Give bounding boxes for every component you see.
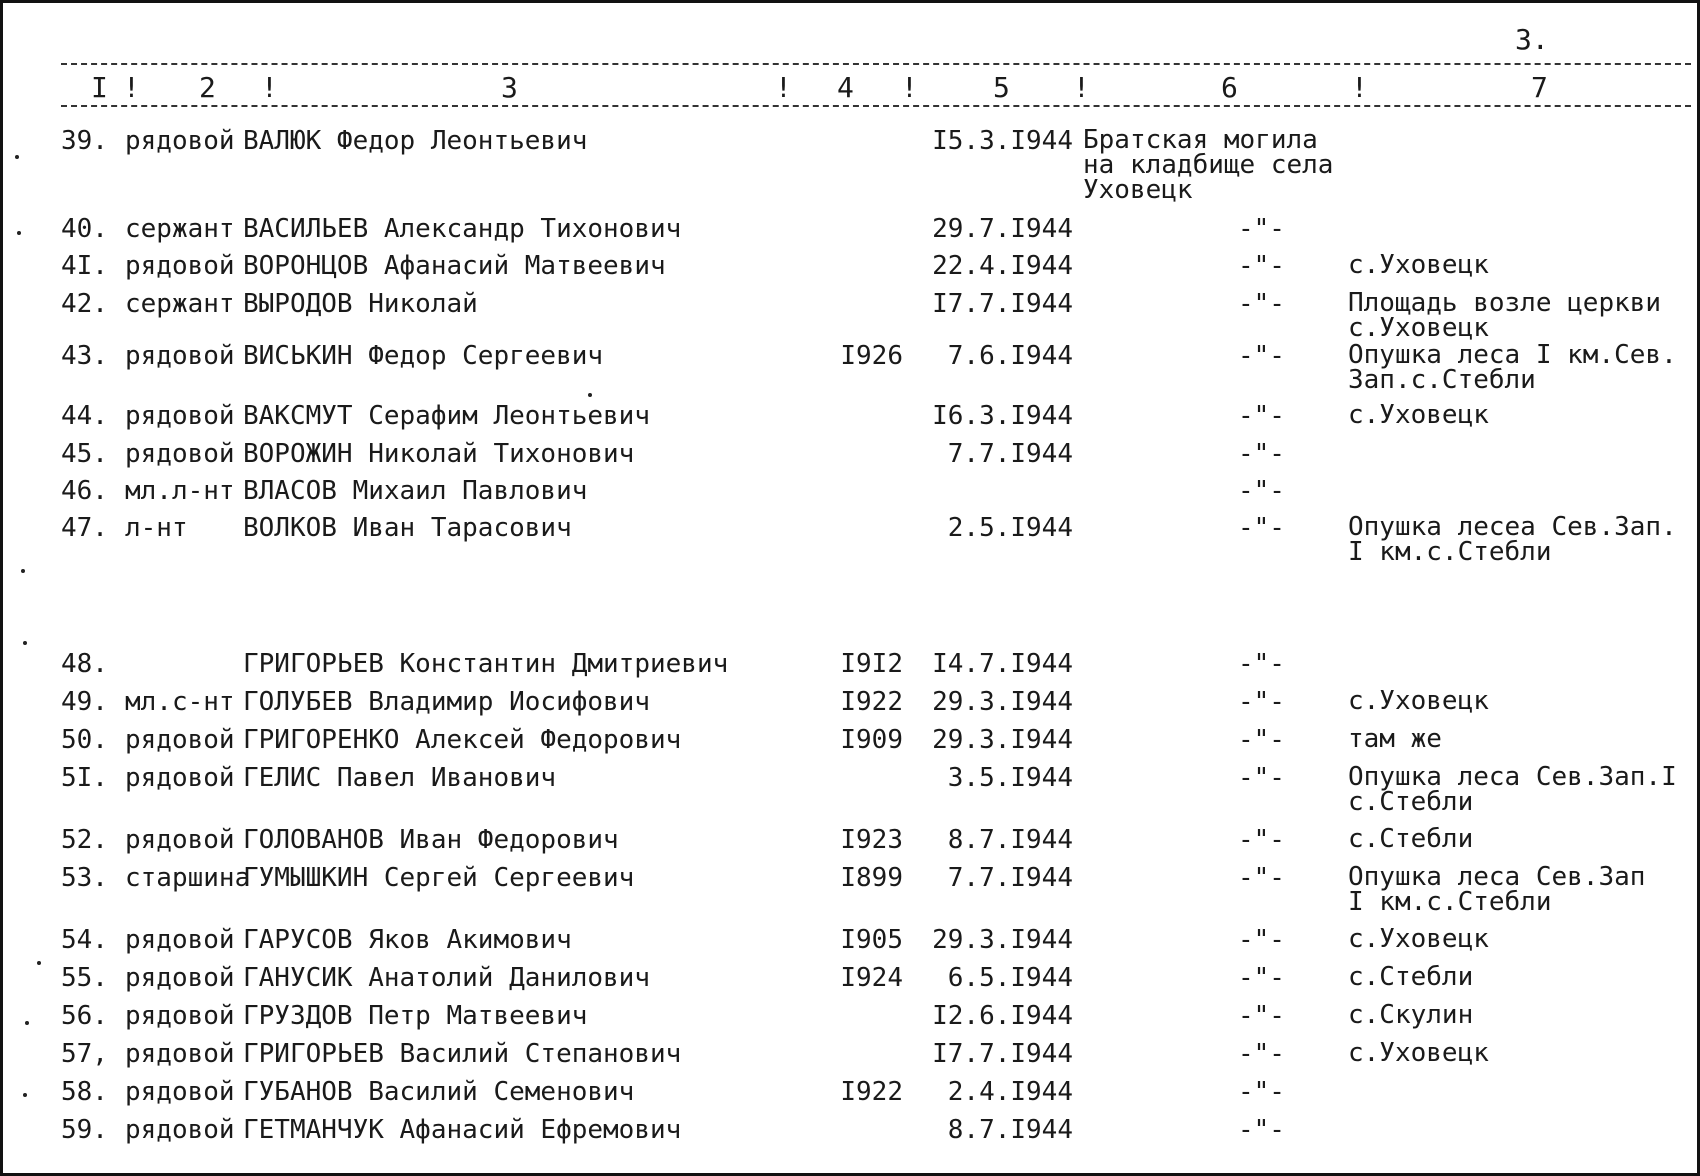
row-number: 55. bbox=[61, 963, 108, 993]
ditto-mark: -"- bbox=[1238, 439, 1285, 469]
ink-speck bbox=[17, 231, 21, 235]
soldier-name: ВИСЬКИН Федор Сергеевич bbox=[243, 341, 604, 371]
soldier-name: ГУБАНОВ Василий Семенович bbox=[243, 1077, 635, 1107]
grave-location: Опушка леса Сев.Зап.I с.Стебли bbox=[1348, 762, 1677, 817]
row-number: 49. bbox=[61, 687, 108, 717]
row-number: 54. bbox=[61, 925, 108, 955]
ditto-mark: -"- bbox=[1238, 1039, 1285, 1069]
soldier-name: ГАРУСОВ Яков Акимович bbox=[243, 925, 572, 955]
ditto-mark: -"- bbox=[1238, 687, 1285, 717]
ditto-mark: -"- bbox=[1238, 725, 1285, 755]
row-number: 52. bbox=[61, 825, 108, 855]
death-date: 29.3.I944 bbox=[932, 925, 1073, 955]
column-separator: ! bbox=[261, 71, 278, 104]
death-date: I5.3.I944 bbox=[932, 126, 1073, 156]
row-number: 57, bbox=[61, 1039, 108, 1069]
death-date: 8.7.I944 bbox=[947, 1115, 1073, 1145]
row-number: 40. bbox=[61, 214, 108, 244]
grave-location: с.Уховецк bbox=[1348, 924, 1489, 954]
grave-location: там же bbox=[1348, 724, 1442, 754]
rank: рядовой bbox=[125, 963, 235, 993]
column-header-3: 3 bbox=[501, 71, 518, 104]
ditto-mark: -"- bbox=[1238, 825, 1285, 855]
rank: рядовой bbox=[125, 401, 235, 431]
death-date: I2.6.I944 bbox=[932, 1001, 1073, 1031]
row-number: 59. bbox=[61, 1115, 108, 1145]
death-date: 29.3.I944 bbox=[932, 725, 1073, 755]
death-date: 3.5.I944 bbox=[947, 763, 1073, 793]
soldier-name: ГОЛУБЕВ Владимир Иосифович bbox=[243, 687, 650, 717]
rank: рядовой bbox=[125, 1115, 235, 1145]
ditto-mark: -"- bbox=[1238, 863, 1285, 893]
grave-location: Опушка леса Сев.Зап I км.с.Стебли bbox=[1348, 862, 1646, 917]
soldier-name: ГРИГОРЬЕВ Константин Дмитриевич bbox=[243, 649, 729, 679]
birth-year: I905 bbox=[840, 925, 903, 955]
death-date: 6.5.I944 bbox=[947, 963, 1073, 993]
ditto-mark: -"- bbox=[1238, 963, 1285, 993]
row-number: 43. bbox=[61, 341, 108, 371]
death-date: 7.7.I944 bbox=[947, 439, 1073, 469]
column-header-4: 4 bbox=[837, 71, 854, 104]
row-number: 44. bbox=[61, 401, 108, 431]
ink-speck bbox=[15, 155, 19, 159]
ink-speck bbox=[23, 1093, 27, 1097]
soldier-name: ВОЛКОВ Иван Тарасович bbox=[243, 513, 572, 543]
soldier-name: ГЕЛИС Павел Иванович bbox=[243, 763, 557, 793]
death-date: 7.7.I944 bbox=[947, 863, 1073, 893]
ink-speck bbox=[25, 1021, 29, 1025]
rank: мл.с-нт bbox=[125, 687, 235, 717]
column-header-7: 7 bbox=[1531, 71, 1548, 104]
soldier-name: ГЕТМАНЧУК Афанасий Ефремович bbox=[243, 1115, 682, 1145]
row-number: 53. bbox=[61, 863, 108, 893]
death-date: 8.7.I944 bbox=[947, 825, 1073, 855]
soldier-name: ВОРОНЦОВ Афанасий Матвеевич bbox=[243, 251, 666, 281]
rank: рядовой bbox=[125, 825, 235, 855]
death-date: 22.4.I944 bbox=[932, 251, 1073, 281]
ink-speck bbox=[23, 641, 27, 645]
rank: сержант bbox=[125, 214, 235, 244]
row-number: 39. bbox=[61, 126, 108, 156]
grave-location: с.Скулин bbox=[1348, 1000, 1474, 1030]
ditto-mark: -"- bbox=[1238, 251, 1285, 281]
birth-year: I924 bbox=[840, 963, 903, 993]
soldier-name: ВАСИЛЬЕВ Александр Тихонович bbox=[243, 214, 682, 244]
rank: мл.л-нт bbox=[125, 476, 235, 506]
birth-year: I899 bbox=[840, 863, 903, 893]
rank: рядовой bbox=[125, 1039, 235, 1069]
death-date: I6.3.I944 bbox=[932, 401, 1073, 431]
death-date: 7.6.I944 bbox=[947, 341, 1073, 371]
death-date: 29.7.I944 bbox=[932, 214, 1073, 244]
birth-year: I926 bbox=[840, 341, 903, 371]
ditto-mark: -"- bbox=[1238, 401, 1285, 431]
ditto-mark: -"- bbox=[1238, 476, 1285, 506]
grave-location: Опушка леса I км.Сев. Зап.с.Стебли bbox=[1348, 340, 1677, 395]
death-date: I4.7.I944 bbox=[932, 649, 1073, 679]
soldier-name: ГРИГОРЬЕВ Василий Степанович bbox=[243, 1039, 682, 1069]
page-number: 3. bbox=[1515, 23, 1549, 56]
soldier-name: ГОЛОВАНОВ Иван Федорович bbox=[243, 825, 619, 855]
grave-location: с.Уховецк bbox=[1348, 400, 1489, 430]
column-header bbox=[3, 71, 1697, 105]
row-number: 4I. bbox=[61, 251, 108, 281]
rank: рядовой bbox=[125, 341, 235, 371]
ditto-mark: -"- bbox=[1238, 341, 1285, 371]
header-top-rule bbox=[61, 63, 1691, 65]
rank: рядовой bbox=[125, 725, 235, 755]
rank: рядовой bbox=[125, 1077, 235, 1107]
death-date: I7.7.I944 bbox=[932, 1039, 1073, 1069]
grave-location: Опушка лесеа Сев.Зап. I км.с.Стебли bbox=[1348, 512, 1677, 567]
soldier-name: ГРИГОРЕНКО Алексей Федорович bbox=[243, 725, 682, 755]
rank: рядовой bbox=[125, 925, 235, 955]
ditto-mark: -"- bbox=[1238, 1001, 1285, 1031]
row-number: 58. bbox=[61, 1077, 108, 1107]
column-separator: ! bbox=[775, 71, 792, 104]
column-header-2: 2 bbox=[199, 71, 216, 104]
row-number: 47. bbox=[61, 513, 108, 543]
rank: рядовой bbox=[125, 439, 235, 469]
grave-location: Площадь возле церкви с.Уховецк bbox=[1348, 288, 1662, 343]
rank: рядовой bbox=[125, 763, 235, 793]
ditto-mark: -"- bbox=[1238, 763, 1285, 793]
ditto-mark: -"- bbox=[1238, 289, 1285, 319]
soldier-name: ВОРОЖИН Николай Тихонович bbox=[243, 439, 635, 469]
row-number: 46. bbox=[61, 476, 108, 506]
soldier-name: ВЛАСОВ Михаил Павлович bbox=[243, 476, 588, 506]
birth-year: I9I2 bbox=[840, 649, 903, 679]
row-number: 45. bbox=[61, 439, 108, 469]
ink-speck bbox=[588, 393, 592, 397]
row-number: 50. bbox=[61, 725, 108, 755]
ink-speck bbox=[21, 569, 25, 573]
soldier-name: ГРУЗДОВ Петр Матвеевич bbox=[243, 1001, 588, 1031]
soldier-name: ВАКСМУТ Серафим Леонтьевич bbox=[243, 401, 650, 431]
rank: сержант bbox=[125, 289, 235, 319]
column-header-5: 5 bbox=[993, 71, 1010, 104]
soldier-name: ВАЛЮК Федор Леонтьевич bbox=[243, 126, 588, 156]
rank: л-нт bbox=[125, 513, 188, 543]
column-separator: ! bbox=[1351, 71, 1368, 104]
row-number: 5I. bbox=[61, 763, 108, 793]
ditto-mark: -"- bbox=[1238, 1077, 1285, 1107]
grave-location: с.Уховецк bbox=[1348, 250, 1489, 280]
soldier-name: ВЫРОДОВ Николай bbox=[243, 289, 478, 319]
column-header-6: 6 bbox=[1221, 71, 1238, 104]
grave-location: с.Стебли bbox=[1348, 962, 1474, 992]
death-date: I7.7.I944 bbox=[932, 289, 1073, 319]
birth-year: I922 bbox=[840, 1077, 903, 1107]
grave-location: с.Стебли bbox=[1348, 824, 1474, 854]
rank: рядовой bbox=[125, 126, 235, 156]
birth-year: I923 bbox=[840, 825, 903, 855]
row-number: 56. bbox=[61, 1001, 108, 1031]
burial-place: Братская могила на кладбище села Уховецк bbox=[1083, 125, 1334, 205]
ditto-mark: -"- bbox=[1238, 1115, 1285, 1145]
row-number: 48. bbox=[61, 649, 108, 679]
death-date: 2.4.I944 bbox=[947, 1077, 1073, 1107]
row-number: 42. bbox=[61, 289, 108, 319]
grave-location: с.Уховецк bbox=[1348, 1038, 1489, 1068]
death-date: 2.5.I944 bbox=[947, 513, 1073, 543]
birth-year: I909 bbox=[840, 725, 903, 755]
ditto-mark: -"- bbox=[1238, 214, 1285, 244]
ditto-mark: -"- bbox=[1238, 649, 1285, 679]
soldier-name: ГАНУСИК Анатолий Данилович bbox=[243, 963, 650, 993]
grave-location: с.Уховецк bbox=[1348, 686, 1489, 716]
birth-year: I922 bbox=[840, 687, 903, 717]
rank: рядовой bbox=[125, 251, 235, 281]
column-separator: ! bbox=[123, 71, 140, 104]
rank: старшина bbox=[125, 863, 251, 893]
header-bottom-rule bbox=[61, 105, 1691, 107]
column-separator: ! bbox=[1073, 71, 1090, 104]
ditto-mark: -"- bbox=[1238, 513, 1285, 543]
death-date: 29.3.I944 bbox=[932, 687, 1073, 717]
soldier-name: ГУМЫШКИН Сергей Сергеевич bbox=[243, 863, 635, 893]
column-header-1: I bbox=[91, 71, 108, 104]
ditto-mark: -"- bbox=[1238, 925, 1285, 955]
ink-speck bbox=[37, 961, 41, 965]
column-separator: ! bbox=[901, 71, 918, 104]
rank: рядовой bbox=[125, 1001, 235, 1031]
